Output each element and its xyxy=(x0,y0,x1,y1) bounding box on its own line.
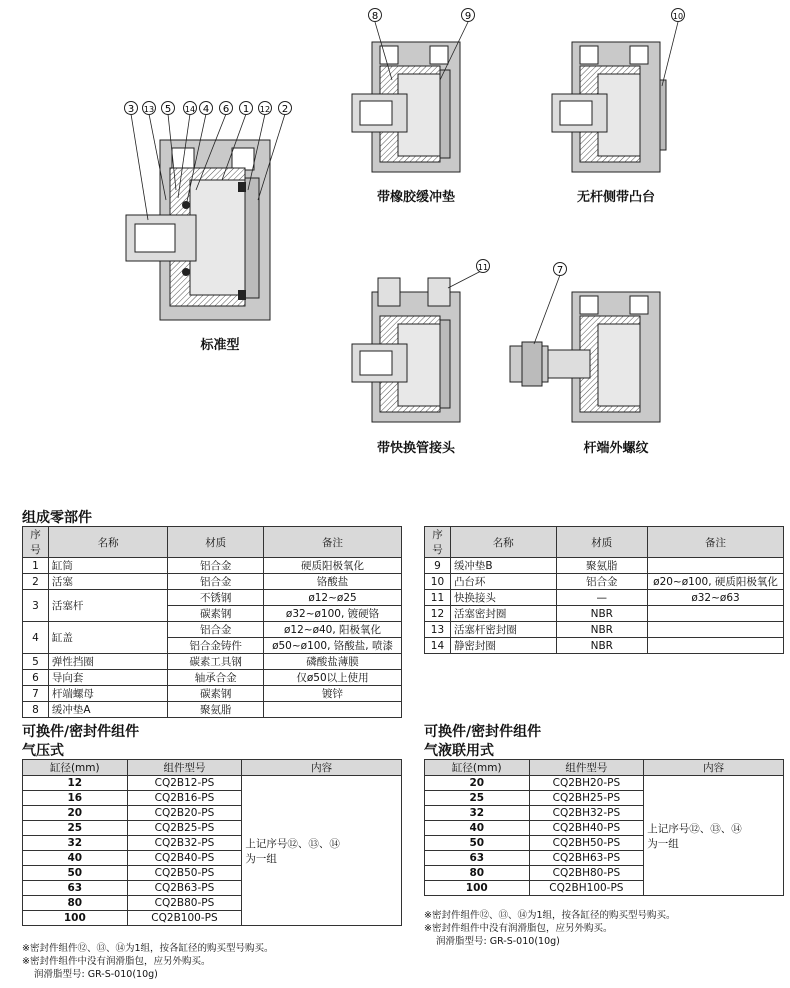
table-row: 8 缓冲垫A 聚氨脂 xyxy=(23,702,402,718)
parts-table-left xyxy=(22,526,402,718)
table-row: 25 CQ2B25-PS xyxy=(23,821,402,836)
parts-title: 组成零部件 xyxy=(22,510,92,526)
svg-text:12: 12 xyxy=(259,105,271,114)
seal-note-1: ※密封件组件⑫、⑬、⑭为1组，按各缸径的购买型号购买。 xyxy=(424,910,676,921)
col-no: 序号 xyxy=(425,527,451,558)
col-no: 序号 xyxy=(23,527,49,558)
col-name: 名称 xyxy=(450,527,556,558)
col-bore: 缸径(mm) xyxy=(425,760,530,776)
svg-text:5: 5 xyxy=(164,104,172,115)
table-row: 80 CQ2BH80-PS xyxy=(425,866,784,881)
svg-text:4: 4 xyxy=(202,104,210,115)
table-row: 12 活塞密封圈 NBR xyxy=(425,606,784,622)
table-row: 铝合金铸件 ø50~ø100, 铬酸盐, 喷漆 xyxy=(23,638,402,654)
svg-text:9: 9 xyxy=(464,11,472,22)
table-row: 11 快换接头 — ø32~ø63 xyxy=(425,590,784,606)
table-row: 5 弹性挡圈 碳素工具钢 磷酸盐薄膜 xyxy=(23,654,402,670)
table-row: 100 CQ2BH100-PS xyxy=(425,881,784,896)
table-row: 32 CQ2B32-PS xyxy=(23,836,402,851)
svg-text:7: 7 xyxy=(556,265,564,276)
seal-note-3: 润滑脂型号: GR-S-010(10g) xyxy=(436,936,560,947)
table-row: 12 CQ2B12-PS 上记序号⑫、⑬、⑭ 为一组 xyxy=(23,776,402,791)
seal-note-2: ※密封件组件中没有润滑脂包，应另外购买。 xyxy=(424,923,613,934)
table-row: 63 CQ2BH63-PS xyxy=(425,851,784,866)
male-thread-drawing xyxy=(510,292,660,422)
table-row: 80 CQ2B80-PS xyxy=(23,896,402,911)
svg-text:11: 11 xyxy=(477,263,489,272)
svg-text:2: 2 xyxy=(281,104,289,115)
seal-kit-table-pneumatic xyxy=(22,759,402,926)
table-row: 4 缸盖 铝合金 ø12~ø40, 阳极氧化 xyxy=(23,622,402,638)
standard-callouts xyxy=(125,102,292,116)
table-row: 10 凸台环 铝合金 ø20~ø100, 硬质阳极氧化 xyxy=(425,574,784,590)
table-row: 14 静密封圈 NBR xyxy=(425,638,784,654)
svg-text:10: 10 xyxy=(672,12,684,21)
seal-kit-subtitle-hydro: 气液联用式 xyxy=(424,743,494,759)
seal-kit-title-pneumatic: 可换件/密封件组件 xyxy=(22,724,140,740)
table-row: 9 缓冲垫B 聚氨脂 xyxy=(425,558,784,574)
rubber-bumper-drawing xyxy=(352,42,460,172)
fitting-drawing xyxy=(352,278,460,422)
col-content: 内容 xyxy=(242,760,402,776)
col-note: 备注 xyxy=(264,527,402,558)
col-note: 备注 xyxy=(648,527,784,558)
seal-note-2: ※密封件组件中没有润滑脂包，应另外购买。 xyxy=(22,956,211,967)
svg-text:8: 8 xyxy=(371,11,379,22)
table-row: 63 CQ2B63-PS xyxy=(23,881,402,896)
col-content: 内容 xyxy=(644,760,784,776)
col-kit-model: 组件型号 xyxy=(127,760,242,776)
table-row: 7 杆端螺母 碳素钢 镀锌 xyxy=(23,686,402,702)
table-row: 100 CQ2B100-PS xyxy=(23,911,402,926)
caption-standard: 标准型 xyxy=(200,338,240,353)
caption-male-thread: 杆端外螺纹 xyxy=(583,441,649,456)
seal-note-1: ※密封件组件⑫、⑬、⑭为1组，按各缸径的购买型号购买。 xyxy=(22,943,274,954)
seal-kit-content: 上记序号⑫、⑬、⑭ 为一组 xyxy=(644,776,784,896)
table-row: 1 缸筒 铝合金 硬质阳极氧化 xyxy=(23,558,402,574)
caption-rubber-bumper: 带橡胶缓冲垫 xyxy=(376,190,455,205)
table-row: 25 CQ2BH25-PS xyxy=(425,791,784,806)
table-row: 碳素钢 ø32~ø100, 镀硬铬 xyxy=(23,606,402,622)
standard-cylinder-drawing xyxy=(126,140,270,320)
svg-text:3: 3 xyxy=(127,104,135,115)
col-kit-model: 组件型号 xyxy=(529,760,644,776)
table-row: 50 CQ2B50-PS xyxy=(23,866,402,881)
table-row: 20 CQ2BH20-PS 上记序号⑫、⑬、⑭ 为一组 xyxy=(425,776,784,791)
col-material: 材质 xyxy=(556,527,647,558)
table-row: 2 活塞 铝合金 铬酸盐 xyxy=(23,574,402,590)
table-row: 40 CQ2B40-PS xyxy=(23,851,402,866)
table-row: 6 导向套 轴承合金 仅ø50以上使用 xyxy=(23,670,402,686)
svg-text:14: 14 xyxy=(184,105,196,114)
seal-kit-title-hydro: 可换件/密封件组件 xyxy=(424,724,542,740)
table-row: 40 CQ2BH40-PS xyxy=(425,821,784,836)
caption-fitting: 带快换管接头 xyxy=(376,441,455,456)
svg-text:1: 1 xyxy=(242,104,250,115)
svg-text:13: 13 xyxy=(143,105,155,114)
table-row: 13 活塞杆密封圈 NBR xyxy=(425,622,784,638)
caption-boss-head: 无杆侧带凸台 xyxy=(576,190,655,205)
col-bore: 缸径(mm) xyxy=(23,760,128,776)
table-row: 16 CQ2B16-PS xyxy=(23,791,402,806)
boss-head-drawing xyxy=(552,42,666,172)
seal-kit-subtitle-pneumatic: 气压式 xyxy=(22,743,64,759)
table-row: 3 活塞杆 不锈钢 ø12~ø25 xyxy=(23,590,402,606)
table-row: 32 CQ2BH32-PS xyxy=(425,806,784,821)
seal-kit-table-hydro xyxy=(424,759,784,896)
parts-table-right xyxy=(424,526,784,654)
cylinder-diagrams xyxy=(0,0,790,480)
col-material: 材质 xyxy=(168,527,264,558)
table-row: 20 CQ2B20-PS xyxy=(23,806,402,821)
seal-note-3: 润滑脂型号: GR-S-010(10g) xyxy=(34,969,158,980)
table-row: 50 CQ2BH50-PS xyxy=(425,836,784,851)
col-name: 名称 xyxy=(48,527,167,558)
svg-text:6: 6 xyxy=(222,104,230,115)
seal-kit-content: 上记序号⑫、⑬、⑭ 为一组 xyxy=(242,776,402,926)
